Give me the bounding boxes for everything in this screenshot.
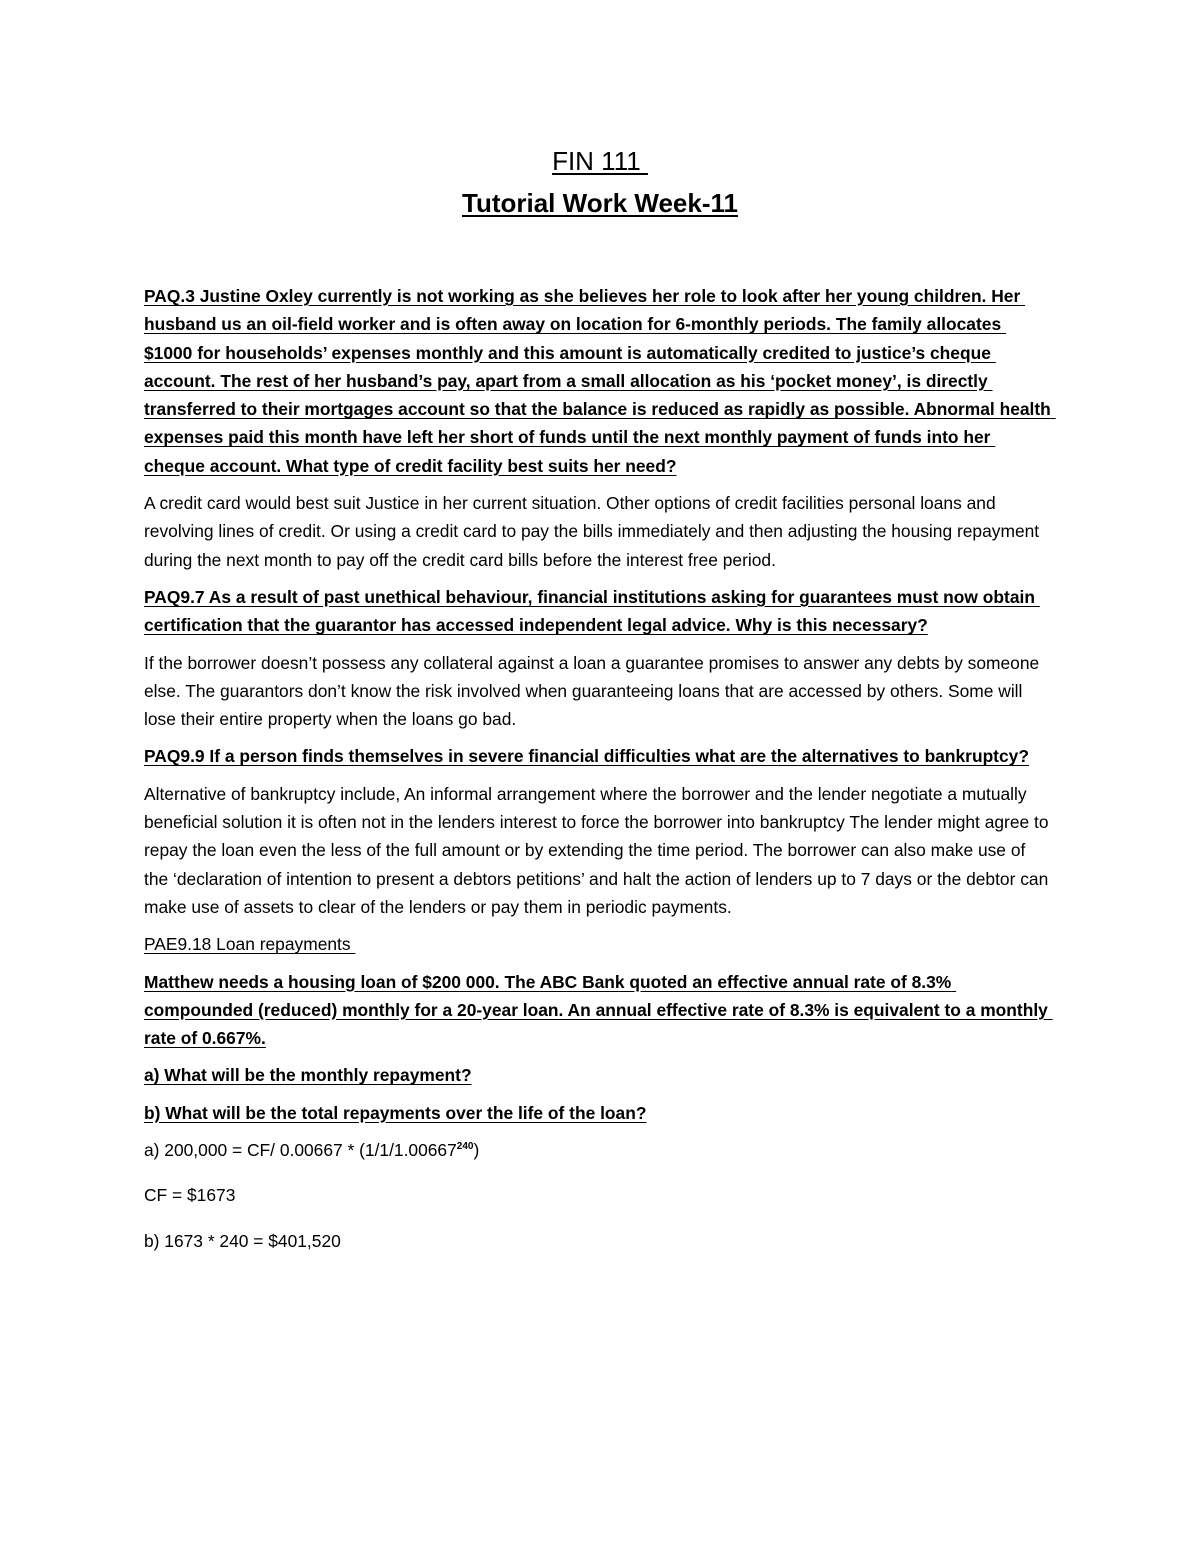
pae-problem: Matthew needs a housing loan of $200 000. The ABC Bank quoted an effective annual rate of 8.3% compounded (reduced) monthly for a 20-year loan. An annual effective rate of 8.3% is equivalent to a monthly rate of 0.667%.	[144, 971, 1053, 1049]
answer-paq9-9: Alternative of bankruptcy include, An informal arrangement where the borrower and the lender negotiate a mutually beneficial solution it is often not in the lenders interest to force the borrower into bankruptcy The lender might agree to repay the loan even the less of the full amount or by extending the time period. The borrower can also make use of the ‘declaration of intention to present a debtors petitions’ and halt the action of lenders up to 7 days or the debtor can make use of assets to clear of the lenders or pay them in periodic payments.	[144, 783, 1049, 917]
calc-a-expression: a) 200,000 = CF/ 0.00667 * (1/1/1.00667	[144, 1140, 457, 1161]
document-body	[144, 282, 1054, 1272]
course-title: FIN 111	[552, 146, 648, 176]
calc-a-exponent: 240	[456, 1141, 474, 1153]
calc-b: b) 1673 * 240 = $401,520	[144, 1230, 341, 1251]
pae-heading: PAE9.18 Loan repayments	[144, 934, 356, 955]
calc-a-close: )	[473, 1140, 480, 1161]
pae-part-a: a) What will be the monthly repayment?	[144, 1065, 472, 1086]
question-paq9-7: PAQ9.7 As a result of past unethical behaviour, financial institutions asking for guarantees must now obtain certification that the guarantor has accessed independent legal advice. Why is this necessary?	[144, 586, 1040, 636]
question-paq9-9: PAQ9.9 If a person finds themselves in severe financial difficulties what are the alternatives to bankruptcy?	[144, 746, 1029, 767]
calc-cf: CF = $1673	[144, 1185, 236, 1206]
tutorial-title: Tutorial Work Week-11	[462, 188, 738, 218]
answer-paq9-7: If the borrower doesn’t possess any collateral against a loan a guarantee promises to answer any debts by someone else. The guarantors don’t know the risk involved when guaranteeing loans that are accessed by others. Some will lose their entire property when the loans go bad.	[144, 652, 1040, 730]
calc-a	[144, 1136, 1054, 1164]
question-paq3: PAQ.3 Justine Oxley currently is not working as she believes her role to look after her young children. Her husband us an oil-field worker and is often away on location for 6-monthly periods. The family allocates $1000 for households’ expenses monthly and this amount is automatically credited to justice’s cheque account. The rest of her husband’s pay, apart from a small allocation as his ‘pocket money’, is directly transferred to their mortgages account so that the balance is reduced as rapidly as possible. Abnormal health expenses paid this month have left her short of funds until the next monthly payment of funds into her cheque account. What type of credit facility best suits her need?	[144, 286, 1056, 476]
pae-part-b: b) What will be the total repayments over the life of the loan?	[144, 1102, 647, 1123]
answer-paq3: A credit card would best suit Justice in her current situation. Other options of credit facilities personal loans and revolving lines of credit. Or using a credit card to pay the bills immediately and then adjusting the housing repayment during the next month to pay off the credit card bills before the interest free period.	[144, 493, 1040, 570]
